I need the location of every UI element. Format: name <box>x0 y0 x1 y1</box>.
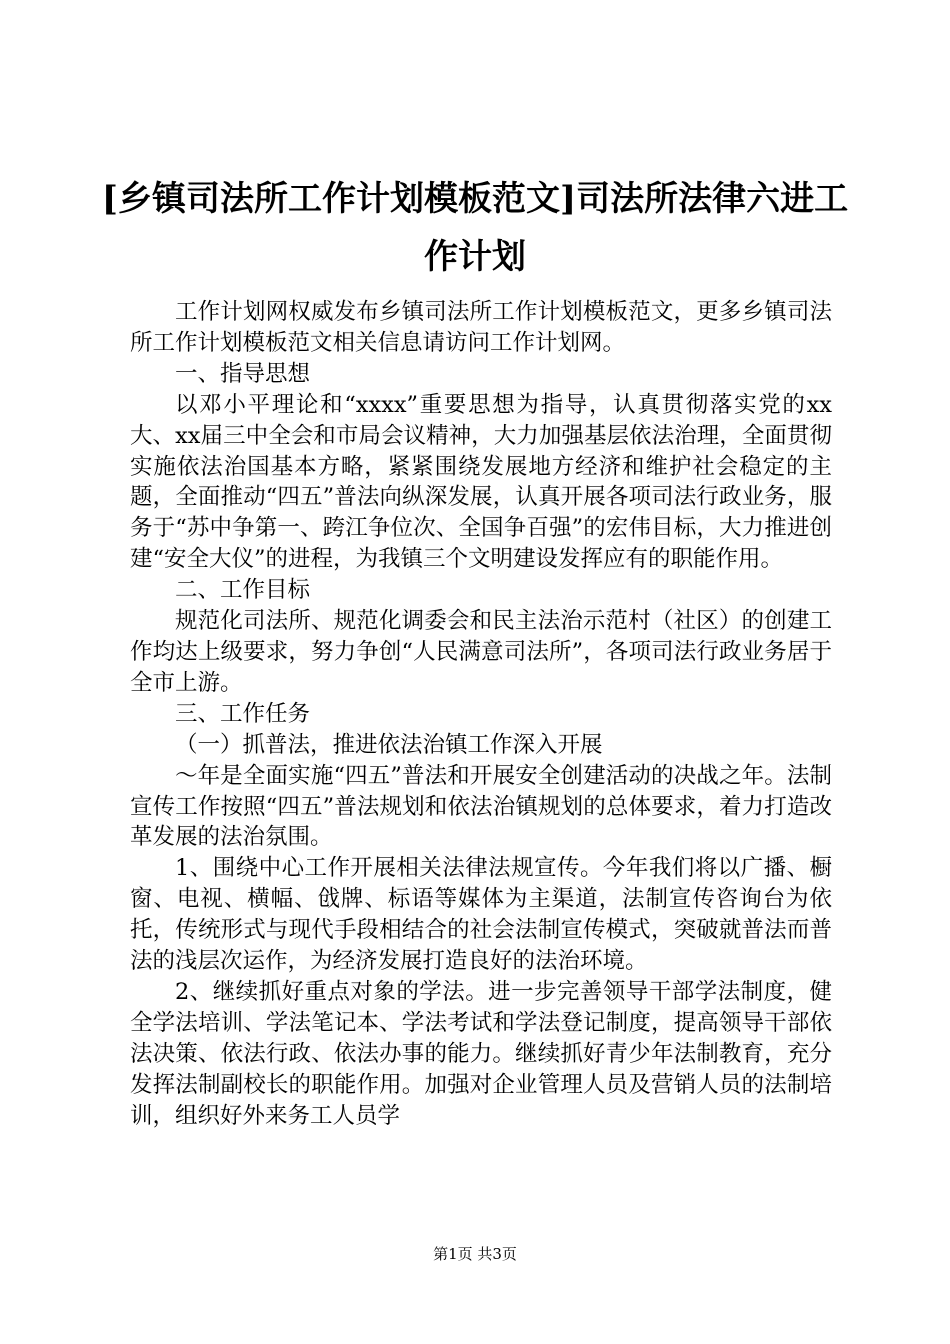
document-body <box>130 297 832 1131</box>
legal-education-paragraph: ～年是全面实施“四五”普法和开展安全创建活动的决战之年。法制宣传工作按照“四五”普法规划和依法治镇规划的总体要求，着力打造改革发展的法治氛围。 <box>130 762 832 851</box>
page-footer: 第1页 共3页 <box>433 1245 517 1263</box>
work-goals-paragraph: 规范化司法所、规范化调委会和民主法治示范村（社区）的创建工作均达上级要求，努力争创“人民满意司法所”，各项司法行政业务居于全市上游。 <box>130 608 832 696</box>
task-item-2-paragraph: 2、继续抓好重点对象的学法。进一步完善领导干部学法制度，健全学法培训、学法笔记本、学法考试和学法登记制度，提高领导干部依法决策、依法行政、依法办事的能力。继续抓好青少年法制教育，充分发挥法制副校长的职能作用。加强对企业管理人员及营销人员的法制培训，组织好外来务工人员学 <box>130 978 832 1129</box>
task-item-1-paragraph: 1、围绕中心工作开展相关法律法规宣传。今年我们将以广播、橱窗、电视、横幅、戗牌、标语等媒体为主渠道，法制宣传咨询台为依托，传统形式与现代手段相结合的社会法制宣传模式，突破就普法而普法的浅层次运作，为经济发展打造良好的法治环境。 <box>130 855 832 975</box>
section-heading-guiding-ideology: 一、指导思想 <box>175 360 311 387</box>
subsection-heading-legal-education: （一）抓普法，推进依法治镇工作深入开展 <box>175 731 603 758</box>
guiding-ideology-paragraph: 以邓小平理论和“xxxx”重要思想为指导，认真贯彻落实党的xx大、xx届三中全会和市局会议精神，大力加强基层依法治理，全面贯彻实施依法治国基本方略，紧紧围绕发展地方经济和维护社会稳定的主题，全面推动“四五”普法向纵深发展，认真开展各项司法行政业务，服务于“苏中争第一、跨江争位次、全国争百强”的宏伟目标，大力推进创建“安全大仪”的进程，为我镇三个文明建设发挥应有的职能作用。 <box>130 391 832 573</box>
intro-paragraph: 工作计划网权威发布乡镇司法所工作计划模板范文，更多乡镇司法所工作计划模板范文相关信息请访问工作计划网。 <box>130 299 832 356</box>
document-title: [乡镇司法所工作计划模板范文]司法所法律六进工作计划 <box>101 179 849 277</box>
section-heading-work-tasks: 三、工作任务 <box>175 700 311 727</box>
section-heading-work-goals: 二、工作目标 <box>175 577 311 604</box>
